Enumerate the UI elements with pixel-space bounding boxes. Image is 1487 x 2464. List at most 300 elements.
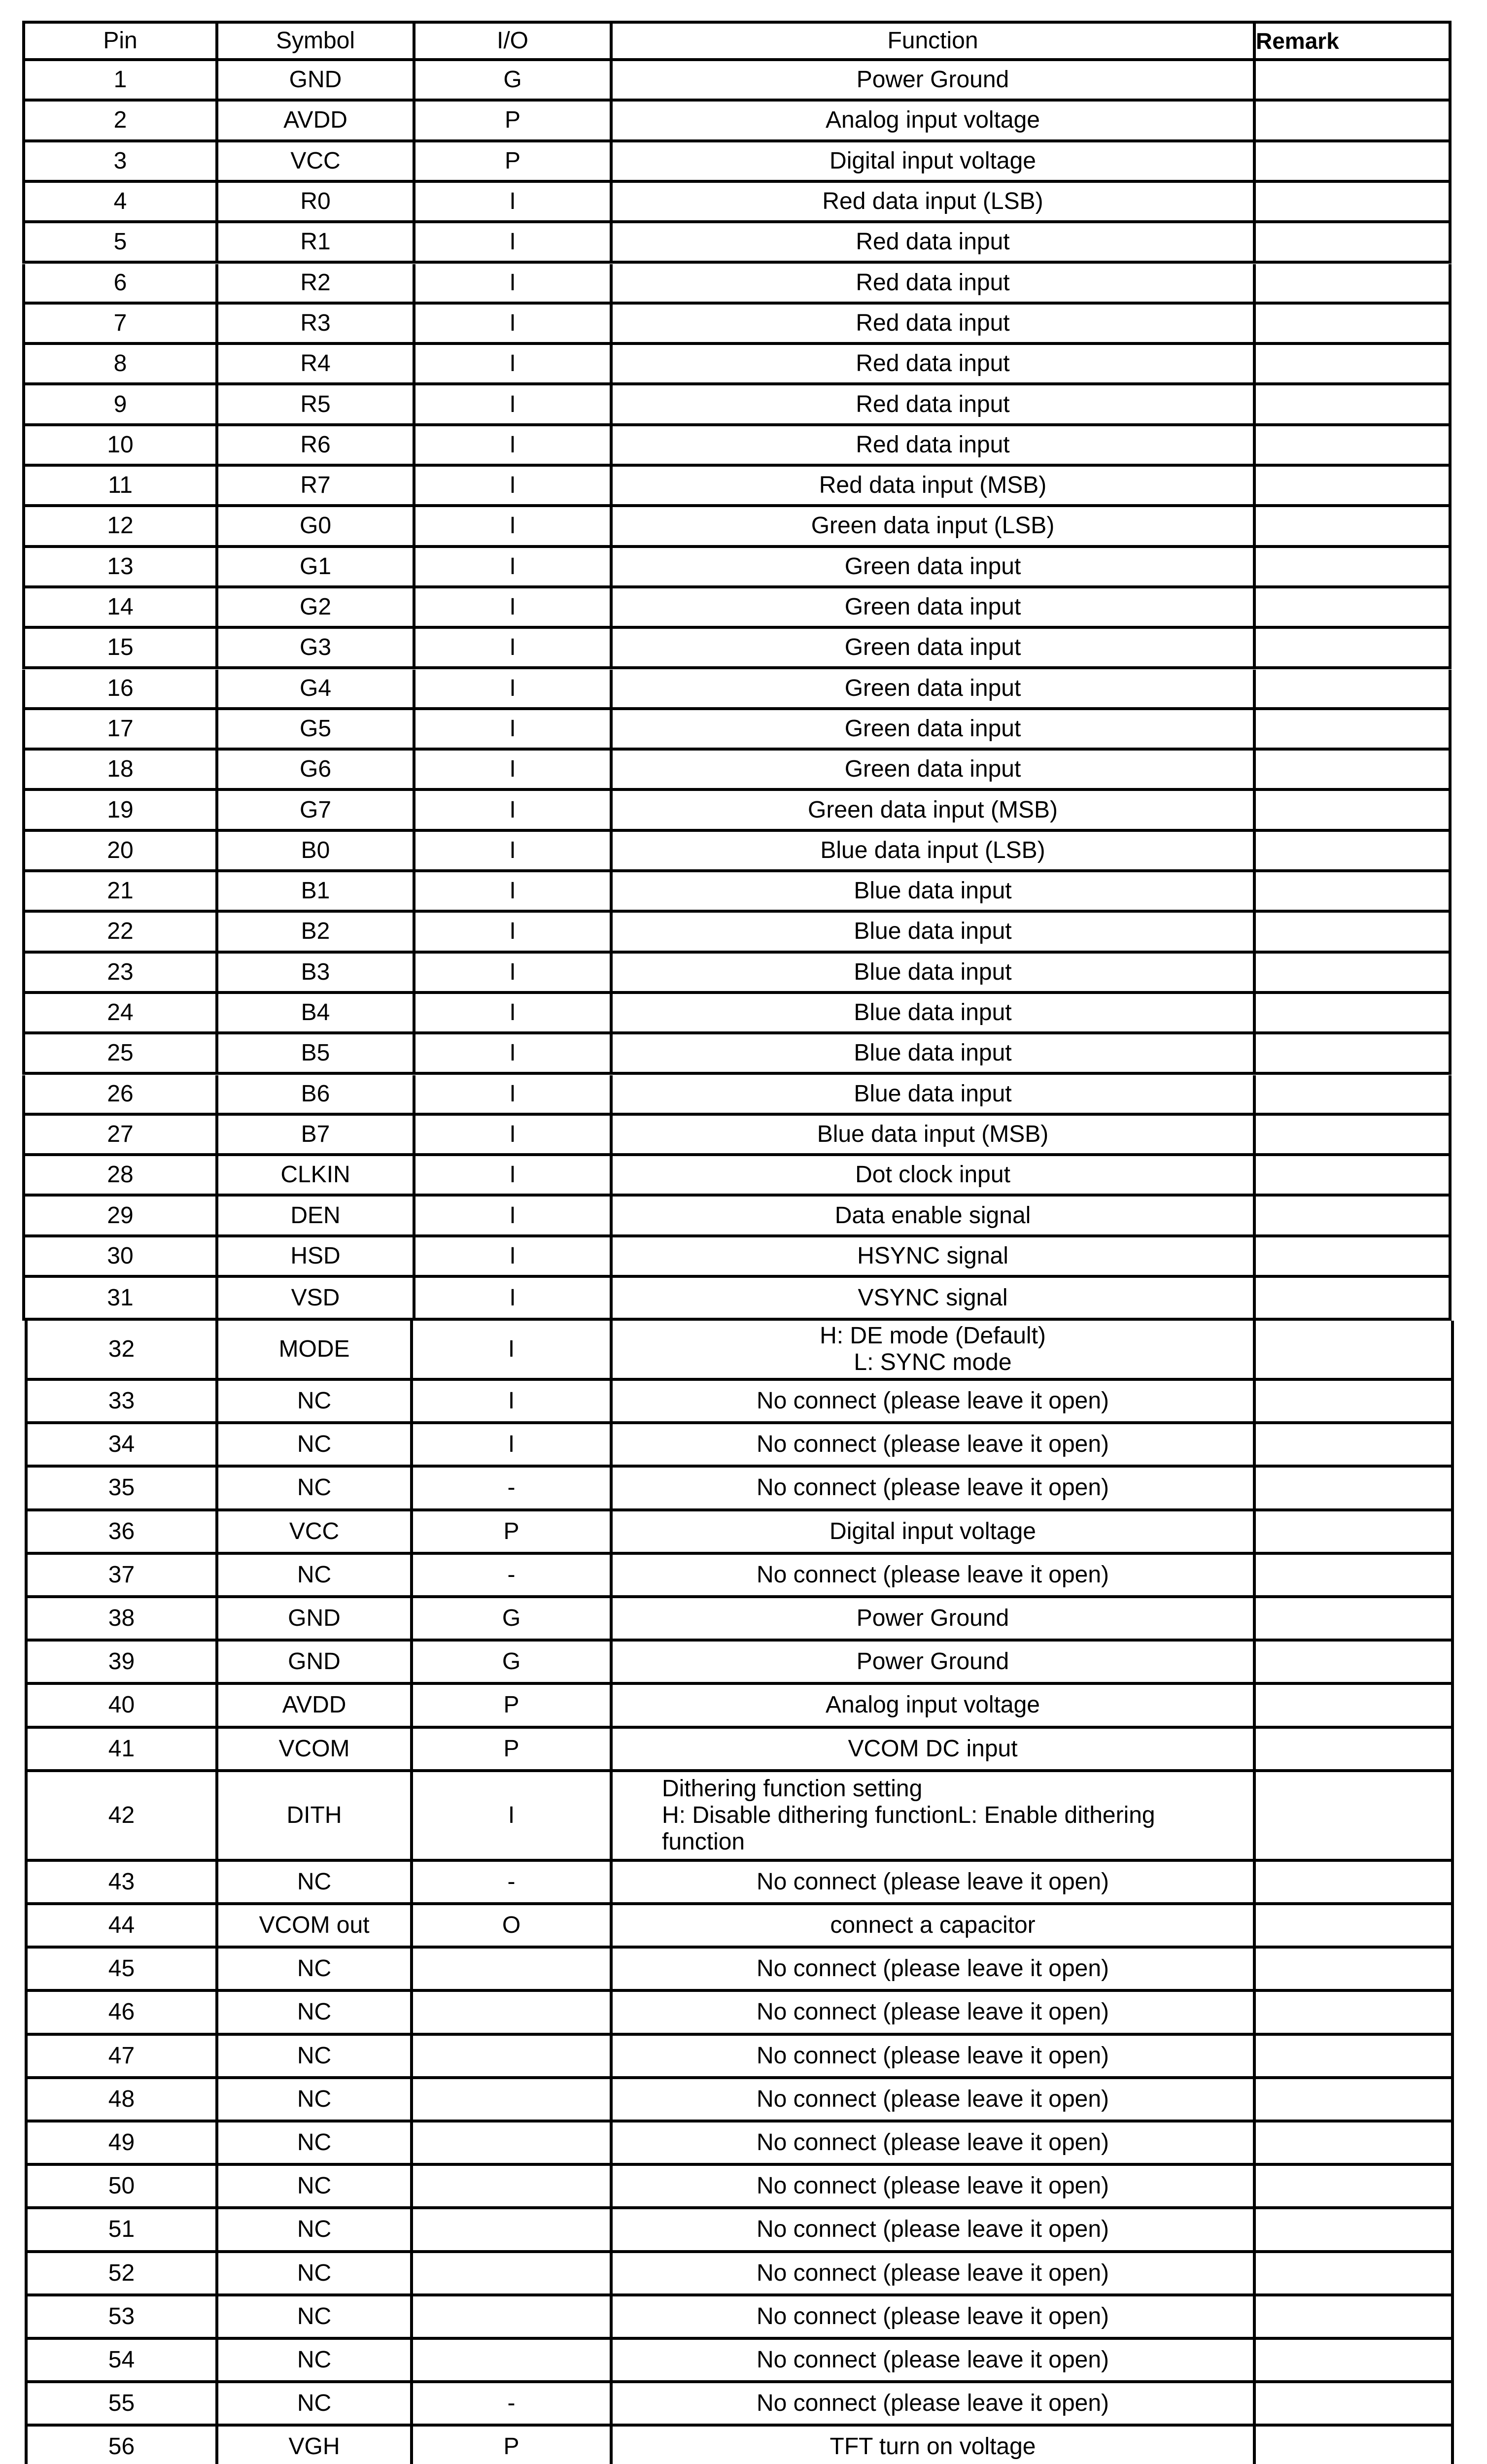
cell-symbol: GND [218,1598,413,1642]
cell-pin: 30 [22,1237,218,1278]
table-row [0,710,1487,751]
cell-remark [1256,1729,1454,1772]
cell-symbol: VCOM [218,1729,413,1772]
cell-io: G [415,61,613,102]
cell-remark [1256,2209,1454,2253]
table-row [0,2166,1487,2209]
cell-pin: 51 [25,2209,218,2253]
cell-pin: 32 [25,1321,218,1381]
cell-pin: 35 [25,1468,218,1511]
cell-pin: 11 [22,467,218,507]
cell-symbol: B2 [218,913,415,953]
cell-io: - [413,1468,613,1511]
cell-symbol: NC [218,2036,413,2079]
cell-symbol: NC [218,1862,413,1905]
table-row [0,1772,1487,1862]
cell-io [413,2036,613,2079]
cell-io: I [415,467,613,507]
cell-function: Blue data input (LSB) [613,832,1256,872]
cell-pin: 43 [25,1862,218,1905]
table-row [0,61,1487,102]
cell-symbol: NC [218,2122,413,2166]
cell-pin: 55 [25,2383,218,2427]
table-row [0,588,1487,629]
cell-remark [1256,1905,1454,1949]
cell-symbol: NC [218,2166,413,2209]
cell-io: I [415,1116,613,1156]
cell-pin: 29 [22,1197,218,1237]
cell-function: Blue data input [613,994,1256,1034]
cell-pin: 10 [22,426,218,467]
cell-remark [1256,305,1452,345]
cell-function: No connect (please leave it open) [613,1468,1256,1511]
cell-remark [1256,1992,1454,2035]
cell-remark [1256,2383,1454,2427]
cell-remark [1256,670,1452,710]
cell-symbol: NC [218,1992,413,2035]
cell-remark [1256,1156,1452,1197]
cell-symbol: VCC [218,142,415,183]
cell-remark [1256,2122,1454,2166]
table-row [0,1197,1487,1237]
cell-function: No connect (please leave it open) [613,2340,1256,2383]
cell-symbol: NC [218,2079,413,2122]
cell-remark [1256,1116,1452,1156]
cell-function: No connect (please leave it open) [613,1949,1256,1992]
cell-remark [1256,467,1452,507]
cell-io: - [413,1555,613,1598]
cell-remark [1256,791,1452,831]
cell-remark [1256,1862,1454,1905]
cell-symbol: R7 [218,467,415,507]
table-row [0,872,1487,913]
table-row [0,1468,1487,1511]
cell-symbol: VCC [218,1511,413,1555]
cell-io: I [415,629,613,669]
cell-remark [1256,1278,1452,1321]
cell-pin: 39 [25,1642,218,1685]
table-row [0,629,1487,669]
cell-io [413,1949,613,1992]
cell-remark [1256,61,1452,102]
cell-pin: 19 [22,791,218,831]
cell-function: Red data input (MSB) [613,467,1256,507]
function-line: H: Disable dithering functionL: Enable dithering [662,1802,1155,1828]
cell-function: Blue data input [613,913,1256,953]
cell-symbol: VCOM out [218,1905,413,1949]
cell-io: I [415,183,613,223]
cell-symbol: HSD [218,1237,415,1278]
table-row [0,2122,1487,2166]
cell-io: I [415,385,613,426]
cell-symbol: R5 [218,385,415,426]
cell-function: VCOM DC input [613,1729,1256,1772]
cell-pin: 34 [25,1424,218,1468]
cell-pin: 6 [22,264,218,305]
table-row [0,751,1487,791]
cell-function: connect a capacitor [613,1905,1256,1949]
cell-pin: 20 [22,832,218,872]
cell-function: Red data input [613,345,1256,385]
cell-pin: 53 [25,2296,218,2340]
cell-remark [1256,1468,1454,1511]
cell-function: HSYNC signal [613,1237,1256,1278]
cell-function: Digital input voltage [613,142,1256,183]
cell-remark [1256,710,1452,751]
cell-function: No connect (please leave it open) [613,1555,1256,1598]
cell-io: I [415,670,613,710]
cell-pin: 7 [22,305,218,345]
cell-remark [1256,507,1452,548]
cell-io: I [413,1321,613,1381]
cell-function: Green data input [613,629,1256,669]
table-row [0,1992,1487,2035]
cell-remark [1256,2036,1454,2079]
header-remark: Remark [1256,21,1452,61]
cell-pin: 9 [22,385,218,426]
cell-function: Red data input [613,264,1256,305]
cell-io: I [415,1034,613,1075]
cell-function: Green data input (LSB) [613,507,1256,548]
cell-function: No connect (please leave it open) [613,1381,1256,1424]
cell-function: Digital input voltage [613,1511,1256,1555]
cell-pin: 47 [25,2036,218,2079]
cell-symbol: MODE [218,1321,413,1381]
cell-remark [1256,1197,1452,1237]
cell-remark [1256,548,1452,588]
cell-pin: 8 [22,345,218,385]
table-row [0,2296,1487,2340]
cell-io [413,2166,613,2209]
cell-pin: 26 [22,1075,218,1116]
table-row [0,223,1487,264]
cell-function: Red data input [613,223,1256,264]
cell-pin: 18 [22,751,218,791]
table-row [0,2209,1487,2253]
cell-symbol: NC [218,1468,413,1511]
cell-remark [1256,832,1452,872]
cell-io: I [415,872,613,913]
cell-pin: 37 [25,1555,218,1598]
table-row [0,183,1487,223]
cell-io: P [415,142,613,183]
cell-function: No connect (please leave it open) [613,1862,1256,1905]
cell-remark [1256,264,1452,305]
cell-io: I [415,345,613,385]
cell-io: I [413,1381,613,1424]
header-function: Function [613,21,1256,61]
cell-function: Blue data input [613,872,1256,913]
cell-symbol: G0 [218,507,415,548]
cell-io: I [415,751,613,791]
cell-pin: 42 [25,1772,218,1862]
cell-remark [1256,2166,1454,2209]
cell-function: No connect (please leave it open) [613,2209,1256,2253]
header-symbol: Symbol [218,21,415,61]
cell-pin: 45 [25,1949,218,1992]
cell-io: I [415,548,613,588]
table-row [0,385,1487,426]
cell-io: P [413,1685,613,1728]
cell-pin: 17 [22,710,218,751]
cell-symbol: R3 [218,305,415,345]
cell-function: No connect (please leave it open) [613,2296,1256,2340]
cell-pin: 36 [25,1511,218,1555]
cell-function: Red data input [613,305,1256,345]
cell-io: I [415,791,613,831]
cell-remark [1256,1685,1454,1728]
cell-symbol: B3 [218,954,415,994]
cell-remark [1256,954,1452,994]
cell-pin: 13 [22,548,218,588]
table-row [0,467,1487,507]
table-row [0,345,1487,385]
cell-io [413,2209,613,2253]
cell-remark [1256,2079,1454,2122]
cell-function: Green data input [613,588,1256,629]
cell-function: Power Ground [613,1598,1256,1642]
table-row [0,1729,1487,1772]
function-line: function [662,1828,745,1855]
cell-function: VSYNC signal [613,1278,1256,1321]
cell-remark [1256,994,1452,1034]
cell-symbol: NC [218,2253,413,2296]
cell-remark [1256,1424,1454,1468]
cell-function: Power Ground [613,1642,1256,1685]
cell-symbol: R1 [218,223,415,264]
cell-io: P [415,102,613,142]
cell-symbol: R2 [218,264,415,305]
cell-pin: 27 [22,1116,218,1156]
cell-pin: 4 [22,183,218,223]
cell-remark [1256,1034,1452,1075]
cell-symbol: R6 [218,426,415,467]
cell-symbol: G3 [218,629,415,669]
cell-function: TFT turn on voltage [613,2427,1256,2464]
cell-pin: 50 [25,2166,218,2209]
cell-pin: 49 [25,2122,218,2166]
cell-io: O [413,1905,613,1949]
cell-symbol: NC [218,1424,413,1468]
cell-io: I [415,1075,613,1116]
cell-pin: 33 [25,1381,218,1424]
cell-pin: 40 [25,1685,218,1728]
cell-function: Power Ground [613,61,1256,102]
cell-symbol: B5 [218,1034,415,1075]
cell-io [413,1992,613,2035]
cell-symbol: G7 [218,791,415,831]
cell-io: I [415,305,613,345]
cell-symbol: B1 [218,872,415,913]
table-row [0,2340,1487,2383]
table-row [0,2427,1487,2464]
cell-function: Blue data input (MSB) [613,1116,1256,1156]
cell-remark [1256,751,1452,791]
cell-symbol: VGH [218,2427,413,2464]
cell-symbol: R0 [218,183,415,223]
cell-symbol: B0 [218,832,415,872]
cell-io: I [415,588,613,629]
table-row [0,2253,1487,2296]
cell-symbol: NC [218,2340,413,2383]
table-row [0,2036,1487,2079]
cell-symbol: DEN [218,1197,415,1237]
cell-symbol: B4 [218,994,415,1034]
cell-function: Green data input [613,710,1256,751]
cell-remark [1256,1598,1454,1642]
cell-pin: 31 [22,1278,218,1321]
cell-function: Blue data input [613,1034,1256,1075]
table-row [0,832,1487,872]
header-pin: Pin [22,21,218,61]
cell-function [613,1321,1256,1381]
cell-pin: 28 [22,1156,218,1197]
cell-symbol: G2 [218,588,415,629]
table-row [0,426,1487,467]
cell-function: Data enable signal [613,1197,1256,1237]
cell-symbol: NC [218,1949,413,1992]
cell-io: I [413,1424,613,1468]
cell-io: - [413,2383,613,2427]
cell-remark [1256,913,1452,953]
table-row [0,507,1487,548]
cell-pin: 52 [25,2253,218,2296]
cell-symbol: NC [218,1555,413,1598]
cell-symbol: G4 [218,670,415,710]
cell-symbol: R4 [218,345,415,385]
cell-function [613,1772,1256,1862]
cell-function: No connect (please leave it open) [613,2253,1256,2296]
table-row [0,791,1487,831]
table-row [0,954,1487,994]
cell-pin: 24 [22,994,218,1034]
cell-function: Green data input (MSB) [613,791,1256,831]
table-row [0,2383,1487,2427]
cell-symbol: B7 [218,1116,415,1156]
cell-io: I [415,507,613,548]
cell-function: No connect (please leave it open) [613,2122,1256,2166]
cell-symbol: AVDD [218,1685,413,1728]
cell-io: I [415,710,613,751]
cell-symbol: VSD [218,1278,415,1321]
cell-function: No connect (please leave it open) [613,2166,1256,2209]
table-row [0,1642,1487,1685]
cell-pin: 21 [22,872,218,913]
table-row [0,1156,1487,1197]
cell-pin: 2 [22,102,218,142]
table-row [0,2079,1487,2122]
cell-remark [1256,2427,1454,2464]
cell-io: I [415,832,613,872]
table-row [0,1321,1487,1381]
table-header-row [0,21,1487,61]
cell-pin: 14 [22,588,218,629]
cell-remark [1256,345,1452,385]
cell-pin: 15 [22,629,218,669]
table-row [0,548,1487,588]
cell-pin: 38 [25,1598,218,1642]
cell-pin: 1 [22,61,218,102]
cell-function: Green data input [613,548,1256,588]
table-row [0,1075,1487,1116]
cell-function: No connect (please leave it open) [613,1992,1256,2035]
cell-symbol: GND [218,61,415,102]
cell-pin: 23 [22,954,218,994]
cell-symbol: G1 [218,548,415,588]
cell-remark [1256,2296,1454,2340]
table-row [0,1905,1487,1949]
cell-remark [1256,1949,1454,1992]
cell-pin: 56 [25,2427,218,2464]
table-row [0,1237,1487,1278]
table-row [0,1424,1487,1468]
cell-remark [1256,2340,1454,2383]
cell-io [413,2296,613,2340]
cell-io: I [415,1197,613,1237]
cell-io [413,2122,613,2166]
cell-io: P [413,1511,613,1555]
cell-io: I [415,1237,613,1278]
cell-remark [1256,629,1452,669]
cell-remark [1256,1321,1454,1381]
cell-remark [1256,1772,1454,1862]
table-row [0,1555,1487,1598]
table-row [0,994,1487,1034]
cell-symbol: NC [218,2209,413,2253]
table-row [0,670,1487,710]
cell-remark [1256,1075,1452,1116]
cell-function: No connect (please leave it open) [613,2079,1256,2122]
cell-function: Analog input voltage [613,1685,1256,1728]
cell-symbol: DITH [218,1772,413,1862]
cell-remark [1256,426,1452,467]
cell-pin: 5 [22,223,218,264]
cell-pin: 41 [25,1729,218,1772]
cell-pin: 54 [25,2340,218,2383]
cell-remark [1256,102,1452,142]
cell-remark [1256,1555,1454,1598]
cell-io: I [415,264,613,305]
table-row [0,142,1487,183]
cell-symbol: NC [218,2383,413,2427]
table-row [0,102,1487,142]
cell-io: G [413,1642,613,1685]
cell-remark [1256,2253,1454,2296]
table-row [0,1278,1487,1321]
cell-symbol: G6 [218,751,415,791]
cell-symbol: NC [218,2296,413,2340]
function-line: L: SYNC mode [854,1349,1012,1375]
cell-remark [1256,142,1452,183]
cell-remark [1256,1642,1454,1685]
table-row [0,1381,1487,1424]
cell-io: I [415,426,613,467]
cell-io: I [413,1772,613,1862]
cell-symbol: NC [218,1381,413,1424]
table-row [0,1034,1487,1075]
table-row [0,1862,1487,1905]
table-row [0,264,1487,305]
cell-pin: 48 [25,2079,218,2122]
function-line: H: DE mode (Default) [820,1323,1046,1349]
cell-remark [1256,1511,1454,1555]
cell-io: I [415,223,613,264]
cell-io: I [415,1156,613,1197]
cell-function: Blue data input [613,954,1256,994]
cell-io: P [413,1729,613,1772]
cell-symbol: GND [218,1642,413,1685]
cell-function: Analog input voltage [613,102,1256,142]
